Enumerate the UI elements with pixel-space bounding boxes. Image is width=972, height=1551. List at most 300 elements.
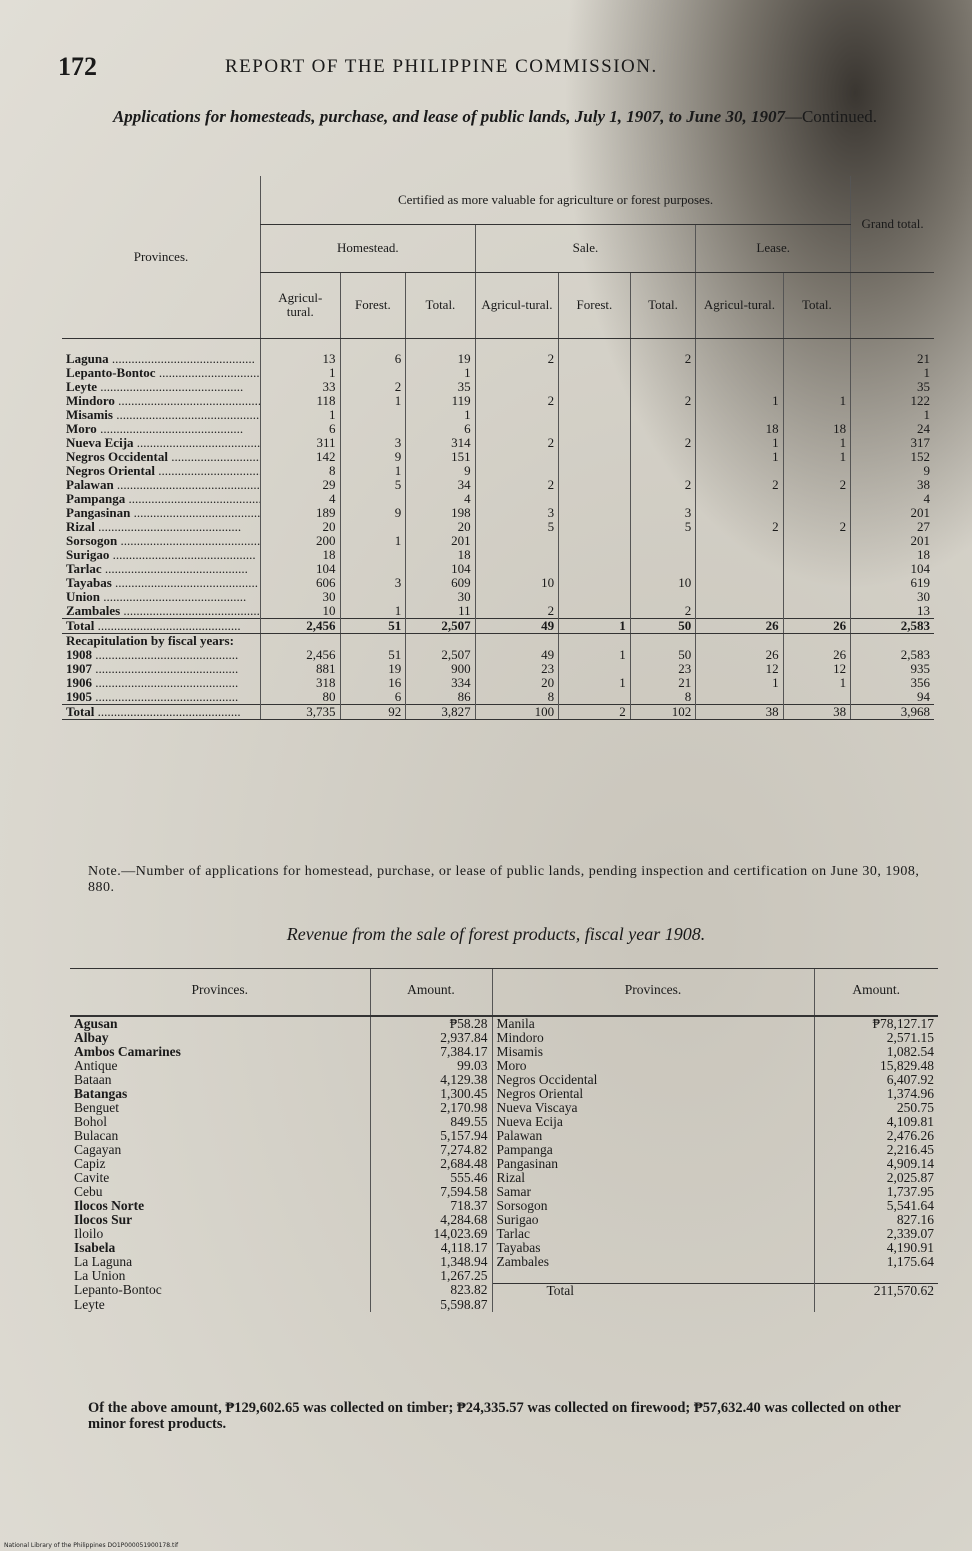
value-cell-sa	[475, 534, 558, 548]
value-cell-la: 26	[696, 648, 783, 662]
value-cell-hf: 51	[340, 619, 406, 634]
province-cell	[62, 534, 261, 548]
table-row	[62, 534, 934, 548]
province-cell	[62, 662, 261, 676]
value-cell-ht: 2,507	[406, 619, 475, 634]
province-name: Rizal .....	[66, 520, 241, 534]
page-number: 172	[58, 52, 97, 81]
value-cell-ht: 104	[406, 562, 475, 576]
province-name: Sorsogon .....	[66, 534, 261, 548]
right-amount-cell: 2,571.15	[814, 1031, 938, 1045]
right-province-cell: Tayabas	[492, 1241, 814, 1255]
total-label: Total	[492, 1283, 814, 1298]
value-cell-g: 201	[851, 506, 934, 520]
table-row	[70, 1143, 938, 1157]
table-row	[70, 1255, 938, 1269]
value-cell-sf	[559, 604, 631, 619]
col-h-agri: Agricul-tural.	[261, 272, 341, 338]
left-amount-cell: 1,267.25	[370, 1269, 492, 1283]
value-cell-lt: 1	[783, 436, 851, 450]
table1-title-cont: —Continued.	[784, 107, 878, 126]
table-row	[62, 352, 934, 366]
value-cell-lt	[783, 590, 851, 604]
left-province-cell: La Laguna	[74, 1255, 133, 1269]
left-province-cell: Isabela	[74, 1241, 116, 1255]
right-amount-cell: ₱78,127.17	[814, 1016, 938, 1031]
table-row	[62, 450, 934, 464]
col-sale: Sale.	[475, 224, 696, 272]
left-province-cell: La Union	[74, 1269, 126, 1283]
value-cell-lt	[783, 366, 851, 380]
left-amount-cell: 849.55	[370, 1115, 492, 1129]
table-row	[62, 604, 934, 619]
left-amount-cell: 99.03	[370, 1059, 492, 1073]
value-cell-g: 2,583	[851, 648, 934, 662]
value-cell-sa	[475, 450, 558, 464]
table-row	[62, 422, 934, 436]
value-cell-ha: 18	[261, 548, 341, 562]
table-row	[62, 662, 934, 676]
value-cell-ht: 4	[406, 492, 475, 506]
right-amount-cell: 15,829.48	[814, 1059, 938, 1073]
right-amount-cell: 5,541.64	[814, 1199, 938, 1213]
value-cell-st	[630, 422, 696, 436]
table-row	[62, 394, 934, 408]
value-cell-lt: 2	[783, 478, 851, 492]
table-row	[70, 1016, 938, 1031]
value-cell-sa: 2	[475, 478, 558, 492]
value-cell-ha: 189	[261, 506, 341, 520]
province-name: Pampanga .....	[66, 492, 261, 506]
value-cell-hf: 9	[340, 450, 406, 464]
table-row	[62, 576, 934, 590]
col2-provinces-right: Provinces.	[492, 969, 814, 1017]
left-province-cell: Batangas	[74, 1087, 128, 1101]
province-cell	[62, 464, 261, 478]
value-cell-sf	[559, 576, 631, 590]
value-cell-sf	[559, 422, 631, 436]
value-cell-sf: 2	[559, 705, 631, 720]
table-row	[70, 1213, 938, 1227]
table-row	[62, 705, 934, 720]
table-row	[62, 676, 934, 690]
right-province-cell: Nueva Ecija	[492, 1115, 814, 1129]
left-amount-cell: 1,348.94	[370, 1255, 492, 1269]
value-cell-la	[696, 590, 783, 604]
value-cell-st	[630, 590, 696, 604]
left-amount-cell: 7,274.82	[370, 1143, 492, 1157]
province-name: 1907 .....	[66, 662, 238, 676]
value-cell-la	[696, 576, 783, 590]
value-cell-la: 2	[696, 478, 783, 492]
left-province-cell: Bataan	[74, 1073, 112, 1087]
value-cell-sf	[559, 548, 631, 562]
empty-cell	[492, 1269, 814, 1283]
province-name: Leyte .....	[66, 380, 243, 394]
value-cell-g: 1	[851, 408, 934, 422]
value-cell-la: 12	[696, 662, 783, 676]
left-amount-cell: 4,284.68	[370, 1213, 492, 1227]
value-cell-st: 23	[630, 662, 696, 676]
recap-header-row	[62, 634, 934, 649]
value-cell-ha: 80	[261, 690, 341, 705]
table-row	[70, 1157, 938, 1171]
province-cell	[62, 352, 261, 366]
value-cell-hf: 6	[340, 690, 406, 705]
value-cell-sa	[475, 464, 558, 478]
value-cell-la: 1	[696, 450, 783, 464]
value-cell-hf: 6	[340, 352, 406, 366]
value-cell-ha: 881	[261, 662, 341, 676]
left-amount-cell: 823.82	[370, 1283, 492, 1298]
value-cell-st	[630, 380, 696, 394]
right-amount-cell: 1,082.54	[814, 1045, 938, 1059]
left-amount-cell: 2,170.98	[370, 1101, 492, 1115]
province-cell	[62, 676, 261, 690]
value-cell-la	[696, 408, 783, 422]
province-cell	[62, 619, 261, 634]
value-cell-hf	[340, 366, 406, 380]
value-cell-g: 35	[851, 380, 934, 394]
table-row	[70, 1073, 938, 1087]
value-cell-ha: 200	[261, 534, 341, 548]
table1-title-main: Applications for homesteads, purchase, and lease of public lands, July 1, 1907, to June 30, 1907	[112, 107, 785, 126]
col-certified: Certified as more valuable for agriculture or forest purposes.	[261, 176, 851, 224]
table-row	[62, 492, 934, 506]
left-province-cell: Ambos Camarines	[74, 1045, 181, 1059]
value-cell-hf: 92	[340, 705, 406, 720]
value-cell-hf: 3	[340, 436, 406, 450]
col-s-agri: Agricul-tural.	[475, 272, 558, 338]
value-cell-ha: 104	[261, 562, 341, 576]
value-cell-sf	[559, 450, 631, 464]
right-province-cell: Zambales	[492, 1255, 814, 1269]
value-cell-sa: 49	[475, 619, 558, 634]
value-cell-ht: 151	[406, 450, 475, 464]
value-cell-g: 1	[851, 366, 934, 380]
table-row	[70, 1199, 938, 1213]
value-cell-lt	[783, 506, 851, 520]
value-cell-sf	[559, 464, 631, 478]
province-cell	[62, 380, 261, 394]
value-cell-sa: 2	[475, 436, 558, 450]
left-province-cell: Ilocos Norte	[74, 1199, 145, 1213]
value-cell-hf	[340, 590, 406, 604]
col-grand-blank	[851, 272, 934, 338]
province-cell	[62, 576, 261, 590]
value-cell-la: 18	[696, 422, 783, 436]
table-row	[70, 1045, 938, 1059]
right-amount-cell: 1,175.64	[814, 1255, 938, 1269]
right-province-cell: Palawan	[492, 1129, 814, 1143]
left-province-cell: Cavite	[74, 1171, 110, 1185]
value-cell-la	[696, 604, 783, 619]
value-cell-sa	[475, 590, 558, 604]
value-cell-hf: 9	[340, 506, 406, 520]
table-row	[62, 690, 934, 705]
value-cell-hf	[340, 422, 406, 436]
right-amount-cell: 1,737.95	[814, 1185, 938, 1199]
right-amount-cell: 4,909.14	[814, 1157, 938, 1171]
province-cell	[62, 562, 261, 576]
col-l-total: Total.	[783, 272, 851, 338]
province-name: Misamis .....	[66, 408, 259, 422]
right-province-cell: Nueva Viscaya	[492, 1101, 814, 1115]
value-cell-ha: 8	[261, 464, 341, 478]
value-cell-ha: 606	[261, 576, 341, 590]
province-name: Union .....	[66, 590, 246, 604]
value-cell-st: 2	[630, 604, 696, 619]
table2-title: Revenue from the sale of forest products, fiscal year 1908.	[286, 924, 706, 944]
province-name: Tarlac .....	[66, 562, 248, 576]
value-cell-lt: 38	[783, 705, 851, 720]
col2-amount-left: Amount.	[370, 969, 492, 1017]
value-cell-la: 38	[696, 705, 783, 720]
value-cell-ht: 3,827	[406, 705, 475, 720]
value-cell-la: 26	[696, 619, 783, 634]
value-cell-la	[696, 366, 783, 380]
value-cell-sf	[559, 436, 631, 450]
left-amount-cell: 2,684.48	[370, 1157, 492, 1171]
value-cell-hf: 1	[340, 464, 406, 478]
value-cell-lt: 18	[783, 422, 851, 436]
province-cell	[62, 478, 261, 492]
value-cell-ht: 334	[406, 676, 475, 690]
col-s-total: Total.	[630, 272, 696, 338]
value-cell-la	[696, 464, 783, 478]
col-h-forest: Forest.	[340, 272, 406, 338]
province-cell	[62, 506, 261, 520]
applications-body	[62, 338, 934, 720]
col-grand-total: Grand total.	[851, 176, 934, 272]
value-cell-sf: 1	[559, 648, 631, 662]
value-cell-hf	[340, 520, 406, 534]
value-cell-st: 50	[630, 648, 696, 662]
table-row	[62, 408, 934, 422]
value-cell-ht: 34	[406, 478, 475, 492]
right-amount-cell: 2,216.45	[814, 1143, 938, 1157]
value-cell-lt	[783, 492, 851, 506]
value-cell-g: 619	[851, 576, 934, 590]
province-name: Laguna .....	[66, 352, 255, 366]
table-row	[70, 1269, 938, 1283]
value-cell-st: 21	[630, 676, 696, 690]
value-cell-lt: 26	[783, 619, 851, 634]
value-cell-ha: 3,735	[261, 705, 341, 720]
value-cell-hf	[340, 548, 406, 562]
value-cell-st: 8	[630, 690, 696, 705]
value-cell-g: 9	[851, 464, 934, 478]
value-cell-sa: 2	[475, 352, 558, 366]
col2-amount-right: Amount.	[814, 969, 938, 1017]
value-cell-sf	[559, 690, 631, 705]
value-cell-lt: 2	[783, 520, 851, 534]
table-row	[70, 1031, 938, 1045]
province-name: Zambales .....	[66, 604, 261, 618]
value-cell-sf	[559, 590, 631, 604]
left-province-cell: Albay	[74, 1031, 109, 1045]
value-cell-lt	[783, 690, 851, 705]
value-cell-ha: 318	[261, 676, 341, 690]
right-amount-cell: 2,476.26	[814, 1129, 938, 1143]
table-row	[70, 1241, 938, 1255]
province-cell	[62, 604, 261, 619]
province-name: Tayabas .....	[66, 576, 258, 590]
table-row	[62, 520, 934, 534]
value-cell-sa: 100	[475, 705, 558, 720]
value-cell-sf	[559, 534, 631, 548]
province-cell	[62, 394, 261, 408]
left-province-cell: Cagayan	[74, 1143, 122, 1157]
col2-provinces-left: Provinces.	[70, 969, 370, 1017]
left-amount-cell: 1,300.45	[370, 1087, 492, 1101]
value-cell-ht: 35	[406, 380, 475, 394]
table1-note: Note.—Number of applications for homestead, purchase, or lease of public lands, pending inspection and certification on June 30, 1908, 880.	[88, 864, 920, 895]
value-cell-ha: 1	[261, 366, 341, 380]
table-row	[70, 1298, 938, 1312]
value-cell-hf: 19	[340, 662, 406, 676]
value-cell-sa	[475, 492, 558, 506]
value-cell-lt	[783, 548, 851, 562]
value-cell-ht: 30	[406, 590, 475, 604]
value-cell-sa	[475, 408, 558, 422]
province-name: Moro .....	[66, 422, 243, 436]
value-cell-st	[630, 366, 696, 380]
value-cell-la: 1	[696, 436, 783, 450]
value-cell-st	[630, 562, 696, 576]
table-row	[70, 1101, 938, 1115]
value-cell-hf: 3	[340, 576, 406, 590]
right-province-cell: Negros Occidental	[492, 1073, 814, 1087]
table-row	[62, 380, 934, 394]
value-cell-ha: 118	[261, 394, 341, 408]
value-cell-st	[630, 408, 696, 422]
value-cell-ht: 6	[406, 422, 475, 436]
value-cell-la	[696, 690, 783, 705]
value-cell-hf: 1	[340, 394, 406, 408]
revenue-footnote: Of the above amount, ₱129,602.65 was collected on timber; ₱24,335.57 was collected on firewood; ₱57,632.40 was collected on other minor forest products.	[88, 1400, 901, 1432]
left-province-cell: Capiz	[74, 1157, 106, 1171]
value-cell-sf	[559, 520, 631, 534]
value-cell-lt: 26	[783, 648, 851, 662]
value-cell-sa	[475, 380, 558, 394]
value-cell-lt: 12	[783, 662, 851, 676]
value-cell-ht: 86	[406, 690, 475, 705]
value-cell-g: 2,583	[851, 619, 934, 634]
value-cell-sa	[475, 422, 558, 436]
value-cell-st	[630, 450, 696, 464]
applications-table	[62, 176, 934, 720]
right-amount-cell: 827.16	[814, 1213, 938, 1227]
value-cell-lt: 1	[783, 394, 851, 408]
left-amount-cell: 5,598.87	[370, 1298, 492, 1312]
value-cell-g: 24	[851, 422, 934, 436]
value-cell-hf: 1	[340, 604, 406, 619]
value-cell-sa: 5	[475, 520, 558, 534]
value-cell-sf	[559, 380, 631, 394]
recap-label: Recapitulation by fiscal years:	[66, 633, 234, 648]
value-cell-ht: 18	[406, 548, 475, 562]
province-name: Pangasinan .....	[66, 506, 261, 520]
table-row	[62, 548, 934, 562]
right-province-cell: Pangasinan	[492, 1157, 814, 1171]
value-cell-sa	[475, 548, 558, 562]
left-amount-cell: 4,129.38	[370, 1073, 492, 1087]
province-cell	[62, 422, 261, 436]
left-province-cell: Ilocos Sur	[74, 1213, 133, 1227]
value-cell-hf: 16	[340, 676, 406, 690]
value-cell-la: 1	[696, 394, 783, 408]
table-row	[62, 436, 934, 450]
value-cell-ha: 29	[261, 478, 341, 492]
scan-credit: National Library of the Philippines DO1P000051900178.tif	[4, 1542, 179, 1549]
value-cell-lt	[783, 352, 851, 366]
value-cell-g: 21	[851, 352, 934, 366]
table-row	[62, 590, 934, 604]
value-cell-sf	[559, 352, 631, 366]
value-cell-st: 5	[630, 520, 696, 534]
value-cell-hf	[340, 562, 406, 576]
left-province-cell: Lepanto-Bontoc	[74, 1283, 162, 1298]
value-cell-ht: 198	[406, 506, 475, 520]
value-cell-st	[630, 464, 696, 478]
table-row	[62, 506, 934, 520]
value-cell-sa: 3	[475, 506, 558, 520]
province-name: Nueva Ecija .....	[66, 436, 261, 450]
value-cell-ha: 2,456	[261, 619, 341, 634]
value-cell-g: 18	[851, 548, 934, 562]
province-cell	[62, 408, 261, 422]
right-amount-cell: 2,025.87	[814, 1171, 938, 1185]
left-province-cell: Benguet	[74, 1101, 119, 1115]
value-cell-lt	[783, 576, 851, 590]
value-cell-ha: 20	[261, 520, 341, 534]
value-cell-g: 4	[851, 492, 934, 506]
value-cell-g: 3,968	[851, 705, 934, 720]
spacer-row	[62, 338, 934, 352]
value-cell-la	[696, 352, 783, 366]
value-cell-sf	[559, 492, 631, 506]
value-cell-la: 1	[696, 676, 783, 690]
left-province-cell: Agusan	[74, 1016, 118, 1031]
left-amount-cell: 14,023.69	[370, 1227, 492, 1241]
value-cell-g: 94	[851, 690, 934, 705]
right-province-cell: Manila	[492, 1016, 814, 1031]
value-cell-sa: 2	[475, 394, 558, 408]
col-s-forest: Forest.	[559, 272, 631, 338]
value-cell-lt	[783, 408, 851, 422]
province-cell	[62, 366, 261, 380]
value-cell-ht: 11	[406, 604, 475, 619]
value-cell-lt	[783, 534, 851, 548]
empty-cell	[814, 1298, 938, 1312]
value-cell-ha: 6	[261, 422, 341, 436]
value-cell-st: 3	[630, 506, 696, 520]
page-header	[0, 48, 972, 88]
value-cell-ha: 30	[261, 590, 341, 604]
value-cell-la	[696, 534, 783, 548]
value-cell-sa	[475, 366, 558, 380]
value-cell-ht: 19	[406, 352, 475, 366]
value-cell-lt	[783, 562, 851, 576]
right-amount-cell: 250.75	[814, 1101, 938, 1115]
right-province-cell: Tarlac	[492, 1227, 814, 1241]
value-cell-ht: 609	[406, 576, 475, 590]
value-cell-la	[696, 506, 783, 520]
value-cell-g: 201	[851, 534, 934, 548]
province-cell	[62, 705, 261, 720]
value-cell-lt	[783, 380, 851, 394]
